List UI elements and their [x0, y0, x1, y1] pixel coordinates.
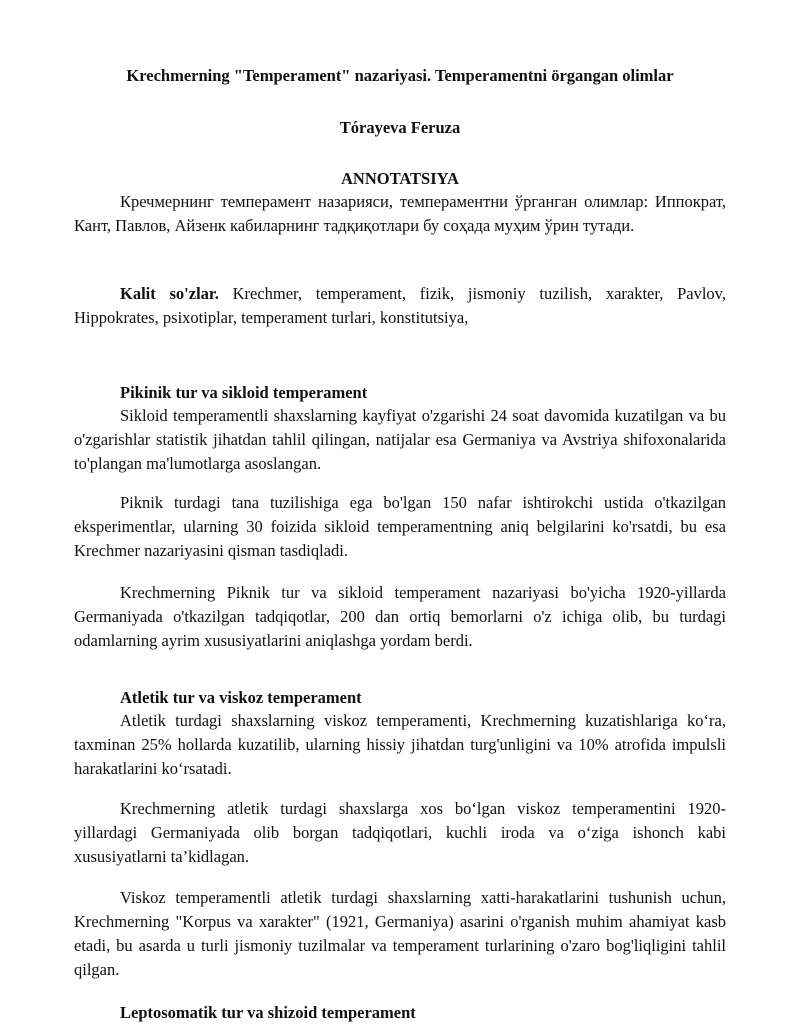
annotation-text: Кречмернинг темперамент назарияси, темпераментни ўрганган олимлар: Иппократ, Кант, Павлов, Айзенк кабиларнинг тадқиқотлари бу соҳада муҳим ўрин тутади. [74, 192, 726, 235]
section-paragraph: Viskoz temperamentli atletik turdagi shaxslarning xatti-harakatlarini tushunish uchun, Krechmerning "Korpus va xarakter" (1921, Germaniya) asarini o'rganish muhim ahamiyat kasb etadi, bu asarda u turli jismoniy tuzilmalar va temperament turlarining o'zaro bog'liqligini tahlil qilgan. [74, 888, 726, 979]
keywords-label: Kalit so'zlar. [120, 284, 219, 303]
section-paragraph: Krechmerning Piknik tur va sikloid temperament nazariyasi bo'yicha 1920-yillarda Germaniyada o'tkazilgan tadqiqotlar, 200 dan ortiq bemorlarni o'z ichiga olib, bu turdagi odamlarning ayrim xususiyatlarini aniqlashga yordam berdi. [74, 583, 726, 650]
keywords-paragraph [74, 282, 726, 330]
section-paragraph: Krechmerning atletik turdagi shaxslarga xos boʻlgan viskoz temperamentini 1920-yillardagi Germaniyada olib borgan tadqiqotlari, kuchli iroda va oʻziga ishonch kabi xususiyatlarni ta’kidlagan. [74, 799, 726, 866]
section-paragraph: Piknik turdagi tana tuzilishiga ega bo'lgan 150 nafar ishtirokchi ustida o'tkazilgan eksperimentlar, ularning 30 foizida sikloid temperamentning aniq belgilarini ko'rsatdi, bu esa Krechmer nazariyasini qisman tasdiqladi. [74, 493, 726, 560]
section-paragraph: Sikloid temperamentli shaxslarning kayfiyat o'zgarishi 24 soat davomida kuzatilgan va bu o'zgarishlar statistik jihatdan tahlil qilingan, natijalar esa Germaniya va Avstriya shifoxonalarida to'plangan ma'lumotlarga asoslangan. [74, 406, 726, 473]
section-heading-leptosomatik: Leptosomatik tur va shizoid temperament [120, 1003, 416, 1022]
keywords-text: Krechmer, temperament, fizik, jismoniy tuzilish, xarakter, Pavlov, Hippokrates, psixotiplar, temperament turlari, konstitutsiya, [74, 284, 726, 327]
annotation-heading: ANNOTATSIYA [341, 169, 459, 188]
author-name: Tórayeva Feruza [339, 118, 461, 137]
section-heading-atletik: Atletik tur va viskoz temperament [120, 688, 362, 707]
section-paragraph: Atletik turdagi shaxslarning viskoz temperamenti, Krechmerning kuzatishlariga koʻra, taxminan 25% hollarda kuzatilib, ularning hissiy jihatdan turg'unligini va 10% atrofida impulsli harakatlarini koʻrsatadi. [74, 711, 726, 778]
document-title: Krechmerning "Temperament" nazariyasi. Temperamentni örgangan olimlar [126, 66, 674, 85]
section-heading-piknik: Pikinik tur va sikloid temperament [120, 383, 368, 402]
